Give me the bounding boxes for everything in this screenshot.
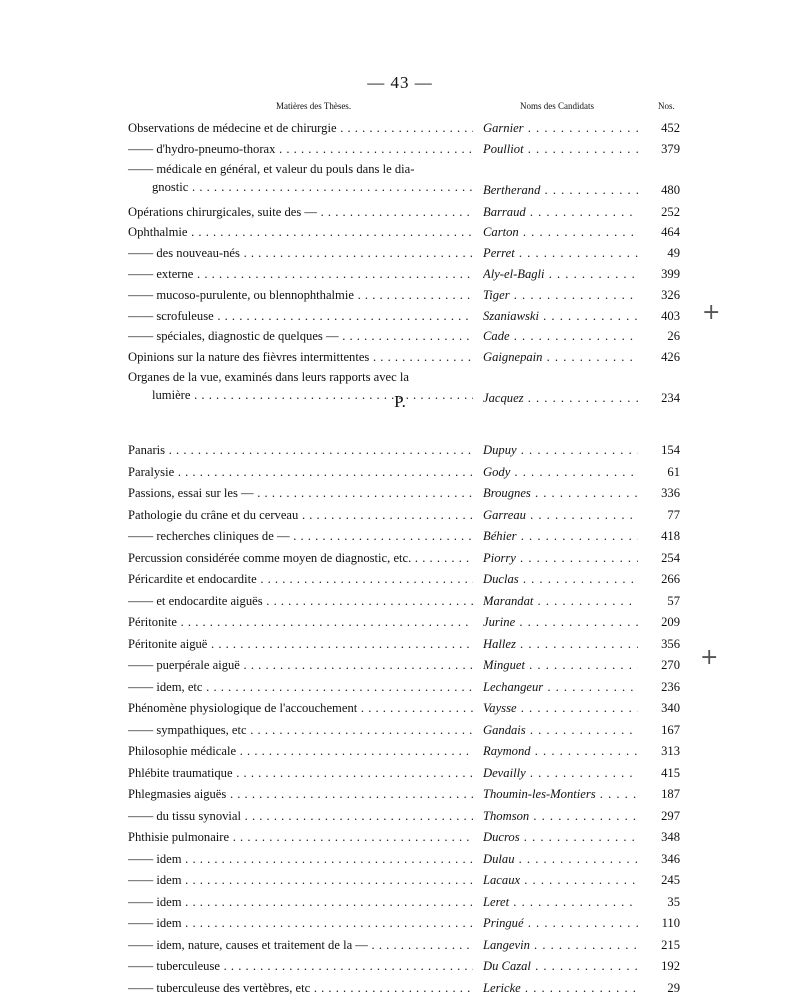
section-letter: P. [0,392,800,412]
subject-text: —— idem [128,895,182,909]
subject-text: —— idem, nature, causes et traitement de la — [128,938,368,952]
table-row [128,978,680,999]
table-row [128,505,680,527]
subject-text: Phlébite traumatique [128,766,233,780]
subject-cell [128,913,473,933]
subject-text: —— scrofuleuse [128,309,214,323]
candidate-name: Brougnes . . . [483,483,643,503]
table-row [128,264,680,285]
subject-text: Percussion considérée comme moyen de diagnostic, etc. [128,551,411,565]
candidate-name: Pringué . . . [483,913,643,933]
thesis-number: 403 [638,306,680,326]
table-row [128,222,680,243]
subject-text: —— sympathiques, etc [128,723,247,737]
candidate-name: Lericke . . . [483,978,643,998]
subject-text: Passions, essai sur les — [128,486,254,500]
table-row [128,698,680,720]
table-row [128,440,680,462]
thesis-number: 356 [638,634,680,654]
subject-text: Phénomène physiologique de l'accouchement [128,701,357,715]
subject-cell [128,326,473,346]
candidate-name: Ducros . . . [483,827,643,847]
table-row [128,956,680,978]
candidate-name: Perret . . . [483,243,643,263]
candidate-name: Raymond . . . [483,741,643,761]
candidate-name: Bertherand . . . [483,180,643,200]
page-number: — 43 — [0,73,800,93]
subject-cell [128,935,473,955]
thesis-number: 326 [638,285,680,305]
candidate-name: Thomson . . . [483,806,643,826]
thesis-number: 340 [638,698,680,718]
subject-text: Péritonite [128,615,177,629]
subject-cell [128,118,473,138]
candidate-name: Duclas . . . [483,569,643,589]
subject-cell [128,720,473,740]
subject-cell [128,634,473,654]
candidate-name: Carton . . . [483,222,643,242]
thesis-number: 313 [638,741,680,761]
subject-text: —— idem [128,852,182,866]
subject-text: Opinions sur la nature des fièvres intermittentes [128,350,369,364]
table-row [128,763,680,785]
table-row [128,677,680,699]
subject-cell [128,741,473,761]
candidate-name: Gody . . . [483,462,643,482]
subject-cell [128,160,473,196]
section-o-table [128,118,680,410]
subject-cell [128,612,473,632]
header-subject: Matières des Thèses. [276,101,351,111]
table-row [128,634,680,656]
subject-cell [128,139,473,159]
candidate-name: Thoumin-les-Montiers . . . [483,784,643,804]
thesis-number: 167 [638,720,680,740]
table-row [128,139,680,160]
table-row [128,720,680,742]
subject-text: —— puerpérale aiguë [128,658,240,672]
subject-text: Opérations chirurgicales, suite des — [128,205,317,219]
thesis-number: 348 [638,827,680,847]
table-row [128,870,680,892]
column-headers [0,101,800,115]
thesis-number: 187 [638,784,680,804]
table-row [128,326,680,347]
subject-text: —— spéciales, diagnostic de quelques — [128,329,339,343]
subject-text: Phthisie pulmonaire [128,830,229,844]
margin-cross-mark: + [700,645,718,670]
thesis-number: 252 [638,202,680,222]
subject-text: —— tuberculeuse des vertèbres, etc [128,981,310,995]
subject-cell [128,462,473,482]
subject-text: Péricardite et endocardite [128,572,257,586]
candidate-name: Minguet . . . [483,655,643,675]
candidate-name: Lacaux . . . [483,870,643,890]
thesis-number: 35 [638,892,680,912]
subject-text: —— des nouveau-nés [128,246,240,260]
candidate-name: Leret . . . [483,892,643,912]
thesis-number: 346 [638,849,680,869]
candidate-name: Lechangeur . . . [483,677,643,697]
candidate-name: Gandais . . . [483,720,643,740]
thesis-number: 379 [638,139,680,159]
candidate-name: Dupuy . . . [483,440,643,460]
table-row [128,118,680,139]
candidate-name: Cade . . . [483,326,643,346]
table-row [128,202,680,223]
candidate-name: Szaniawski . . . [483,306,643,326]
thesis-number: 77 [638,505,680,525]
subject-text: —— idem [128,873,182,887]
thesis-number: 297 [638,806,680,826]
table-row [128,784,680,806]
subject-cell [128,347,473,367]
thesis-number: 415 [638,763,680,783]
subject-cell [128,806,473,826]
subject-cell [128,264,473,284]
table-row [128,548,680,570]
thesis-number: 426 [638,347,680,367]
thesis-number: 452 [638,118,680,138]
subject-cell [128,677,473,697]
thesis-number: 480 [638,180,680,200]
subject-text: Observations de médecine et de chirurgie [128,121,337,135]
subject-text: —— médicale en général, et valeur du pouls dans le dia- [128,162,414,176]
subject-text: —— du tissu synovial [128,809,241,823]
subject-text: Phlegmasies aiguës [128,787,226,801]
table-row [128,569,680,591]
table-row [128,612,680,634]
subject-text: —— recherches cliniques de — [128,529,290,543]
section-p-table [128,440,680,999]
subject-cell [128,306,473,326]
subject-cell [128,440,473,460]
thesis-number: 29 [638,978,680,998]
thesis-number: 254 [638,548,680,568]
header-number: Nos. [658,101,675,111]
table-row [128,655,680,677]
candidate-name: Poulliot . . . [483,139,643,159]
subject-cell [128,655,473,675]
candidate-name: Du Cazal . . . [483,956,643,976]
subject-text: —— mucoso-purulente, ou blennophthalmie [128,288,354,302]
candidate-name: Garreau . . . [483,505,643,525]
thesis-number: 418 [638,526,680,546]
table-row [128,741,680,763]
subject-text: —— externe [128,267,193,281]
subject-text: —— tuberculeuse [128,959,220,973]
subject-cell [128,827,473,847]
subject-text: Ophthalmie [128,225,187,239]
subject-cell [128,202,473,222]
thesis-number: 234 [638,388,680,408]
subject-cell [128,285,473,305]
candidate-name: Jurine . . . [483,612,643,632]
subject-cell [128,222,473,242]
candidate-name: Jacquez . . . [483,388,643,408]
candidate-name: Dulau . . . [483,849,643,869]
table-row [128,827,680,849]
thesis-number: 110 [638,913,680,933]
subject-text: Panaris [128,443,165,457]
thesis-number: 57 [638,591,680,611]
subject-cell [128,849,473,869]
candidate-name: Béhier . . . [483,526,643,546]
thesis-number: 245 [638,870,680,890]
candidate-name: Barraud . . . [483,202,643,222]
subject-cell [128,483,473,503]
subject-text: Organes de la vue, examinés dans leurs rapports avec la [128,370,409,384]
thesis-number: 49 [638,243,680,263]
subject-text: —— idem [128,916,182,930]
table-row [128,347,680,368]
subject-cell [128,956,473,976]
candidate-name: Devailly . . . [483,763,643,783]
thesis-number: 464 [638,222,680,242]
subject-text: Péritonite aiguë [128,637,207,651]
table-row [128,591,680,613]
candidate-name: Piorry . . . [483,548,643,568]
table-row [128,483,680,505]
margin-cross-mark: + [702,300,720,325]
table-row [128,806,680,828]
thesis-number: 399 [638,264,680,284]
candidate-name: Marandat . . . [483,591,643,611]
thesis-number: 336 [638,483,680,503]
subject-text: Paralysie [128,465,174,479]
subject-text: Pathologie du crâne et du cerveau [128,508,298,522]
subject-cell [128,978,473,998]
table-row [128,849,680,871]
subject-text: —— et endocardite aiguës [128,594,263,608]
table-row [128,913,680,935]
table-row [128,306,680,327]
subject-text: Philosophie médicale [128,744,236,758]
candidate-name: Vaysse . . . [483,698,643,718]
thesis-number: 61 [638,462,680,482]
thesis-number: 266 [638,569,680,589]
subject-cell [128,569,473,589]
table-row [128,892,680,914]
thesis-number: 192 [638,956,680,976]
subject-cell [128,763,473,783]
subject-cell [128,548,473,568]
thesis-number: 270 [638,655,680,675]
candidate-name: Aly-el-Bagli . . . [483,264,643,284]
header-candidate: Noms des Candidats [520,101,594,111]
subject-cell [128,698,473,718]
subject-text: —— idem, etc [128,680,203,694]
subject-text-continued: gnostic . . . [128,178,473,196]
thesis-number: 154 [638,440,680,460]
subject-text-continued: lumière . . . [128,386,473,404]
candidate-name: Tiger . . . [483,285,643,305]
candidate-name: Langevin . . . [483,935,643,955]
table-row [128,462,680,484]
subject-cell [128,870,473,890]
table-row [128,935,680,957]
subject-cell [128,892,473,912]
thesis-number: 26 [638,326,680,346]
subject-cell [128,243,473,263]
table-row [128,285,680,306]
subject-cell [128,526,473,546]
table-row [128,243,680,264]
candidate-name: Gaignepain . . . [483,347,643,367]
table-row [128,160,680,202]
subject-text: —— d'hydro-pneumo-thorax [128,142,275,156]
candidate-name: Hallez . . . [483,634,643,654]
candidate-name: Garnier . . . [483,118,643,138]
table-row [128,526,680,548]
subject-cell [128,784,473,804]
subject-cell [128,505,473,525]
thesis-number: 209 [638,612,680,632]
subject-cell [128,591,473,611]
thesis-number: 236 [638,677,680,697]
thesis-number: 215 [638,935,680,955]
